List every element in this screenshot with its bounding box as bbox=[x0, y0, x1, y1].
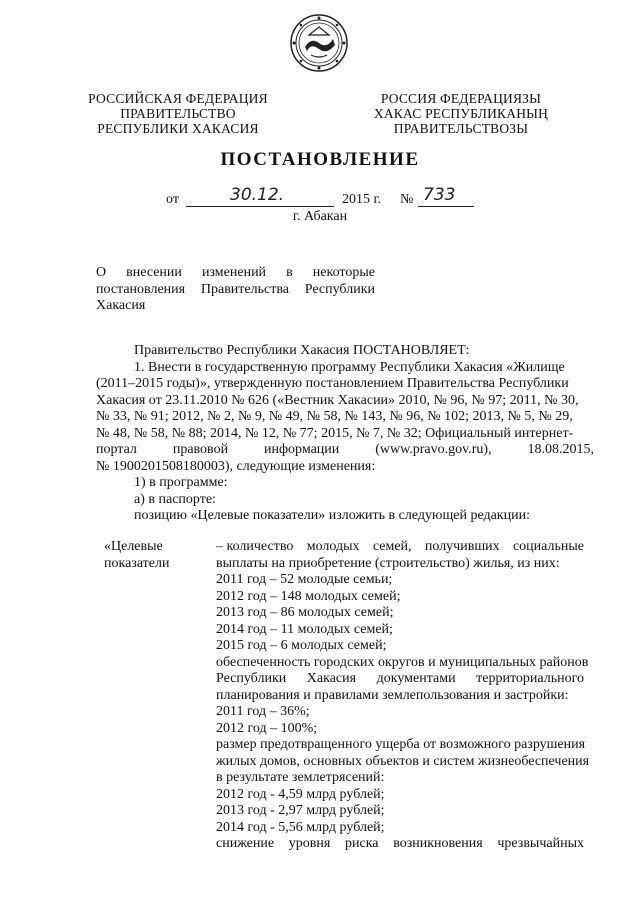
indicator-line: 2014 год – 11 молодых семей; bbox=[216, 621, 393, 637]
word: информации bbox=[263, 442, 340, 457]
header-right-line: ХАКАС РЕСПУБЛИКАНЫҢ bbox=[373, 106, 549, 121]
header-left-line: РОССИЙСКАЯ ФЕДЕРАЦИЯ bbox=[88, 91, 268, 106]
word: риска bbox=[345, 836, 379, 851]
resolution-body bbox=[96, 343, 594, 525]
intro-paragraph: Правительство Республики Хакасия ПОСТАНОВЛЯЕТ: bbox=[134, 343, 470, 358]
subitem-line: 1) в программе: bbox=[134, 475, 228, 490]
date-underline bbox=[186, 206, 334, 207]
date-number-line bbox=[150, 185, 490, 210]
header-left bbox=[78, 91, 278, 136]
word: портал bbox=[96, 442, 137, 457]
word: – количество bbox=[216, 539, 294, 554]
word: Хакасия bbox=[306, 671, 357, 686]
indicator-line: 2011 год – 52 молодые семьи; bbox=[216, 572, 393, 587]
indicator-line: 2012 год – 100%; bbox=[216, 720, 318, 736]
year-label: 2015 г. bbox=[342, 192, 382, 207]
word: возникновения bbox=[393, 836, 483, 851]
paragraph-line: № 1900201508180003), следующие изменения: bbox=[96, 458, 376, 474]
paragraph-line: 1. Внести в государственную программу Республики Хакасия «Жилище bbox=[134, 359, 565, 375]
indicators-label-column bbox=[104, 539, 194, 572]
handwritten-number: 733 bbox=[423, 185, 456, 205]
word: Правительства bbox=[200, 281, 289, 297]
paragraph-line: № 33, № 91; 2012, № 2, № 9, № 49, № 58, № 143, № 96, № 102; 2013, № 5, № 29, bbox=[96, 409, 573, 424]
indicator-line: 2013 год – 86 молодых семей; bbox=[216, 605, 394, 620]
number-sign: № bbox=[400, 192, 414, 207]
word: чрезвычайных bbox=[497, 836, 584, 851]
indicator-line: 2014 год - 5,56 млрд рублей; bbox=[216, 819, 385, 835]
word: в bbox=[286, 265, 293, 280]
word: семей, bbox=[372, 539, 412, 554]
subitem-line: а) в паспорте: bbox=[134, 491, 216, 507]
word: некоторые bbox=[312, 265, 375, 280]
indicator-line bbox=[216, 836, 584, 853]
word: 18.08.2015, bbox=[527, 442, 594, 457]
indicator-line: 2011 год – 36%; bbox=[216, 704, 310, 719]
indicator-line: 2012 год - 4,59 млрд рублей; bbox=[216, 786, 385, 802]
indicator-line: жилых домов, основных объектов и систем жизнеобеспечения bbox=[216, 753, 590, 769]
word: Республики bbox=[304, 281, 375, 297]
word: получивших bbox=[424, 539, 500, 554]
word: социальные bbox=[512, 539, 584, 554]
word: внесении bbox=[126, 265, 182, 280]
indicators-label-line: «Целевые bbox=[104, 539, 163, 554]
indicator-line bbox=[216, 539, 584, 556]
subject-block bbox=[96, 265, 375, 315]
indicator-line: в результате землетрясений: bbox=[216, 770, 385, 785]
word: изменений bbox=[201, 265, 267, 280]
word: молодых bbox=[306, 539, 360, 554]
word: правовой bbox=[172, 442, 229, 457]
indicators-label-line: показатели bbox=[104, 555, 170, 571]
date-prefix: от bbox=[166, 192, 179, 207]
word: (www.pravo.gov.ru), bbox=[375, 442, 492, 457]
indicator-line: размер предотвращенного ущерба от возможного разрушения bbox=[216, 737, 586, 752]
indicator-line: 2012 год – 148 молодых семей; bbox=[216, 588, 401, 604]
handwritten-date: 30.12. bbox=[230, 185, 285, 205]
word: Республики bbox=[216, 671, 287, 686]
indicator-line bbox=[216, 671, 584, 688]
indicator-line: планирования и правилами землепользования и застройки: bbox=[216, 687, 569, 703]
indicator-line: обеспеченность городских округов и муниципальных районов bbox=[216, 654, 589, 670]
word: документами bbox=[376, 671, 456, 686]
city-label: г. Абакан bbox=[292, 209, 348, 224]
header-right-line: ПРАВИТЕЛЬСТВОЗЫ bbox=[393, 121, 529, 136]
word: снижение bbox=[216, 836, 275, 851]
word: уровня bbox=[288, 836, 331, 851]
header-left-line: РЕСПУБЛИКИ ХАКАСИЯ bbox=[97, 121, 259, 136]
subitem-line: позицию «Целевые показатели» изложить в следующей редакции: bbox=[134, 508, 530, 523]
subject-line bbox=[96, 282, 375, 299]
subject-line: Хакасия bbox=[96, 298, 146, 313]
document-title: ПОСТАНОВЛЕНИЕ bbox=[220, 149, 420, 170]
indicator-line: выплаты на приобретение (строительство) жилья, из них: bbox=[216, 555, 560, 571]
header-right bbox=[356, 91, 566, 136]
coat-of-arms-emblem bbox=[289, 13, 349, 73]
indicators-value-column bbox=[216, 539, 590, 853]
word: постановления bbox=[96, 281, 186, 297]
header-left-line: ПРАВИТЕЛЬСТВО bbox=[120, 106, 236, 121]
word: территориального bbox=[476, 671, 584, 686]
paragraph-line: (2011–2015 годы)», утвержденную постановлением Правительства Республики bbox=[96, 376, 569, 391]
number-underline bbox=[418, 206, 474, 207]
indicator-line: 2013 год - 2,97 млрд рублей; bbox=[216, 803, 385, 818]
paragraph-line: Хакасия от 23.11.2010 № 626 («Вестник Хакасии» 2010, № 96, № 97; 2011, № 30, bbox=[96, 392, 579, 408]
indicator-line: 2015 год – 6 молодых семей; bbox=[216, 638, 387, 653]
header-right-line: РОССИЯ ФЕДЕРАЦИЯЗЫ bbox=[380, 91, 542, 106]
paragraph-line bbox=[96, 442, 594, 459]
paragraph-line: № 48, № 58, № 88; 2014, № 12, № 77; 2015, № 7, № 32; Официальный интернет- bbox=[96, 425, 574, 441]
word: О bbox=[96, 265, 107, 280]
subject-line bbox=[96, 265, 375, 282]
